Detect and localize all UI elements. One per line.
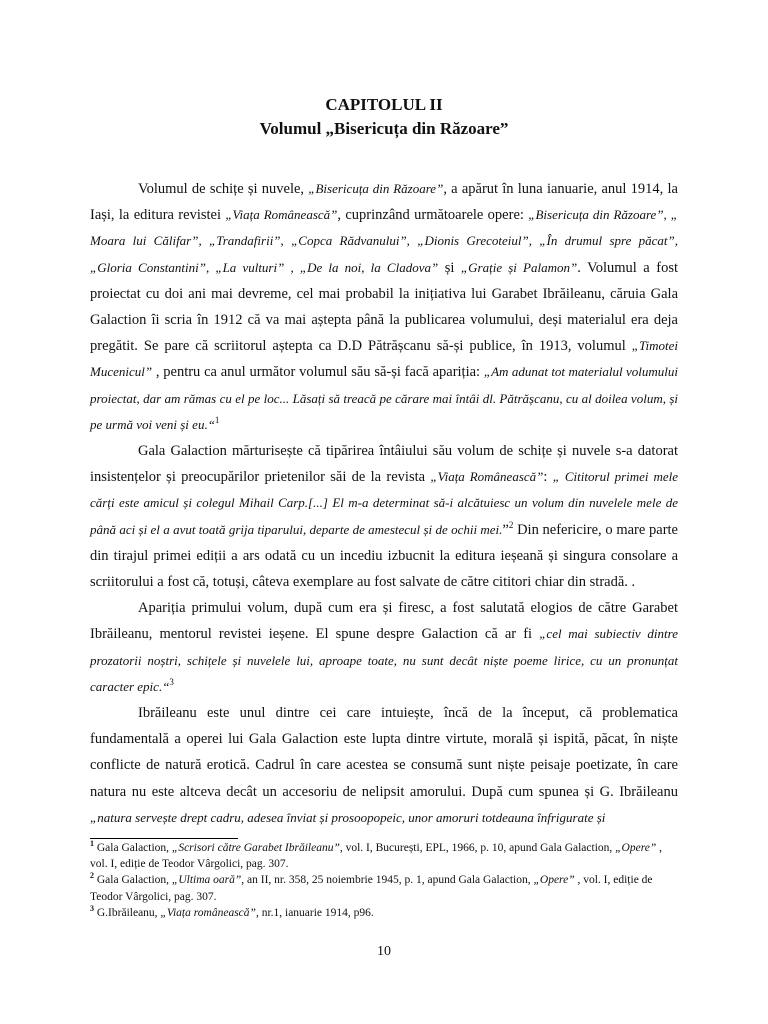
footnote-2-italic-1: „Ultima oară”	[171, 874, 242, 887]
p2-italic-2: „ Cititorul primei mele cărți este amicul și colegul Mihail Carp.[...] El m-a determinat să-i alcătuiesc un volum din nuvelele mele de până aci și el a avut toată grija tiparului, departe de amestecul și de ochii mei.	[90, 469, 679, 537]
footnote-2-italic-2: „Opere”	[533, 874, 575, 887]
p1-text-3: , cuprinzând următoarele opere:	[337, 207, 529, 224]
footnote-2	[90, 872, 680, 904]
body-text	[90, 176, 678, 831]
footnote-1-italic-1: „Scrisori către Garabet Ibrăileanu”	[171, 842, 340, 854]
p2-text-1: Gala Galaction mărturisește că tipărirea întâiului său volum de schițe și nuvele s-a datorat insistențelor și preocupărilor prietenilor săi de la revista	[90, 443, 678, 486]
p2-text-4: Din nefericire, o mare parte din tirajul primei ediții a ars odată cu un incediu izbucnit la editura ieșeană și singura consolare a scriitorului a fost că, totuși, câteva exemplare au fost salvate de către cititori chiar din stradă. .	[90, 521, 678, 591]
p3-italic-1: „cel mai subiectiv dintre prozatorii noștri, schițele și nuvelele lui, aproape toate, nu sunt decât niște poeme lirice, cu un pronunțat caracter epic.“	[90, 626, 678, 694]
paragraph-2	[90, 438, 678, 595]
footnote-2-text-3: , vol. I, ediție de Teodor Vârgolici, pag. 307.	[90, 874, 653, 903]
p1-text-6: , pentru ca anul următor volumul său să-și facă apariția:	[152, 364, 484, 381]
footnote-1-text-1: Gala Galaction,	[94, 842, 172, 854]
paragraph-3	[90, 595, 678, 700]
page-number: 10	[377, 944, 391, 959]
footnote-ref-1[interactable]: 1	[214, 415, 220, 425]
paragraph-1	[90, 176, 678, 438]
chapter-title: CAPITOLUL II	[325, 95, 443, 114]
p1-italic-4: „Grație și Palamon”	[460, 259, 578, 275]
footnotes	[90, 840, 680, 921]
footnote-1-text-3: , vol. I, ediție de Teodor Vârgolici, pag. 307.	[90, 842, 663, 871]
p1-italic-6: „Am adunat tot materialul volumului proiectat, dar am rămas cu el pe loc... Lăsați să treacă pe cărare mai întâi dl. Pătrășcanu, cu al doilea volum, și pe urmă voi veni și eu.“	[90, 364, 678, 432]
footnote-3-italic-1: „Viața românească”	[160, 906, 256, 919]
p1-italic-1: „Bisericuța din Răzoare”	[308, 181, 444, 196]
footnote-2-number: 2	[90, 871, 94, 881]
footnote-3	[90, 905, 680, 921]
p3-text-1: Apariția primului volum, după cum era și firesc, a fost salutată elogios de către Garabet Ibrăileanu, mentorul revistei ieșene. El spune despre Galaction că ar fi	[90, 600, 678, 643]
p4-italic-1: „natura servește drept cadru, adesea înviat și prosoopopeic, unor amoruri totdeauna înfrigurate și	[90, 809, 606, 825]
footnote-2-text-1: Gala Galaction,	[94, 874, 172, 887]
p1-text-5: . Volumul a fost proiectat cu doi ani mai devreme, cel mai probabil la inițiativa lui Garabet Ibrăileanu, căruia Gala Galaction îi scria în 1912 că va mai aștepta până la publicarea volumului, deși materialul era deja pregătit. Se pare că scriitorul aștepta ca D.D Pătrășcanu să-și publice, în 1913, volumul	[90, 259, 679, 355]
p2-text-2: :	[543, 469, 553, 486]
p1-italic-3: „Bisericuța din Răzoare”, „ Moara lui Călifar”, „Trandafirii”, „Copca Rădvanului”, „Dionis Grecoteiul”, „În drumul spre păcat”, „Gloria Constantini”, „La vulturi” , „De la noi, la Cladova”	[90, 207, 678, 275]
chapter-subtitle: Volumul „Bisericuța din Răzoare”	[259, 119, 509, 138]
footnote-1	[90, 840, 680, 872]
footnote-ref-2[interactable]: 2	[508, 519, 514, 530]
p4-text-1: Ibrăileanu este unul dintre cei care intuiește, încă de la început, că problematica fundamentală a operei lui Gala Galaction este lupta dintre virtute, morală și ispită, păcat, în niște conflicte de natură erotică. Cadrul în care acestea se consumă sunt niște peisaje poetizate, în care natura nu este altceva decât un accesoriu de nelipsit amorului. După cum spunea și G. Ibrăileanu	[90, 705, 678, 800]
footnote-3-number: 3	[90, 903, 94, 913]
footnote-divider	[90, 838, 238, 839]
p1-italic-2: „Viața Românească”	[225, 207, 338, 223]
footnote-3-text-1: G.Ibrăileanu,	[94, 906, 161, 919]
paragraph-4	[90, 700, 678, 831]
p2-italic-1: „Viața Românească”	[430, 469, 544, 485]
p1-text-2: , a apărut în luna ianuarie, anul 1914, la Iași, la editura revistei	[90, 181, 678, 224]
p2-text-3: ”	[502, 521, 509, 538]
footnote-1-number: 1	[90, 839, 94, 849]
p1-text-1: Volumul de schițe și nuvele,	[138, 181, 309, 197]
footnote-3-text-2: , nr.1, ianuarie 1914, p96.	[255, 906, 374, 919]
footnote-1-text-2: , vol. I, București, EPL, 1966, p. 10, apund Gala Galaction,	[339, 842, 616, 854]
footnote-1-italic-2: „Opere”	[615, 842, 657, 854]
p1-italic-5: „Timotei Mucenicul”	[90, 338, 678, 380]
footnote-ref-3[interactable]: 3	[169, 677, 174, 688]
p1-text-4: și	[438, 259, 461, 276]
footnote-2-text-2: , an II, nr. 358, 25 noiembrie 1945, p. 1, apund Gala Galaction,	[241, 874, 534, 887]
